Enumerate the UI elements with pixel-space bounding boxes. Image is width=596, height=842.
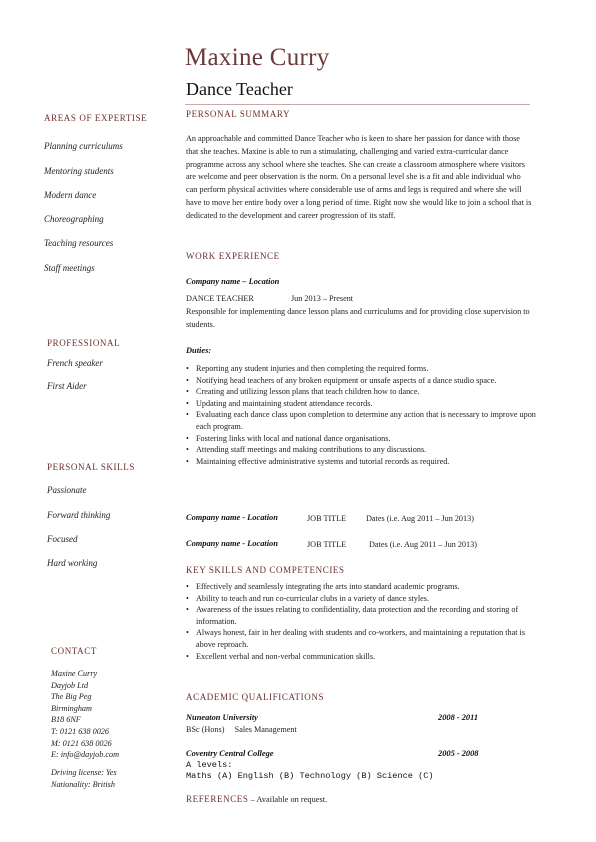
header-divider bbox=[185, 104, 530, 105]
company-location: Company name - Location bbox=[186, 539, 278, 548]
expertise-item: Choreographing bbox=[44, 214, 104, 224]
key-skill-item: • Excellent verbal and non-verbal communication skills. bbox=[186, 651, 536, 663]
duty-item: • Notifying head teachers of any broken equipment or unsafe aspects of a dance studio space. bbox=[186, 375, 536, 387]
contact-name: Maxine Curry bbox=[51, 669, 98, 678]
expertise-item: Staff meetings bbox=[44, 263, 95, 273]
duty-item: • Evaluating each dance class upon completion to determine any action that is necessary to improve upon each program. bbox=[186, 409, 536, 432]
professional-item: First Aider bbox=[47, 381, 87, 391]
duty-item: • Fostering links with local and national dance organisations. bbox=[186, 433, 536, 445]
contact-mobile: M: 0121 638 0026 bbox=[51, 738, 112, 748]
personal-skill-item: Forward thinking bbox=[47, 510, 111, 520]
driving-license: Driving license: Yes bbox=[51, 768, 117, 777]
contact-company: Dayjob Ltd bbox=[51, 680, 89, 690]
university-degree: BSc (Hons) Sales Management bbox=[186, 725, 297, 734]
job-description: Responsible for implementing dance lesson plans and curriculums and for providing close supervision to students. bbox=[186, 307, 530, 329]
personal-skill-item: Focused bbox=[47, 534, 78, 544]
duty-item: • Updating and maintaining student attendance records. bbox=[186, 398, 536, 410]
professional-item: French speaker bbox=[47, 358, 103, 368]
job-dates: Dates (i.e. Aug 2011 – Jun 2013) bbox=[369, 540, 477, 549]
personal-skills-heading: PERSONAL SKILLS bbox=[47, 462, 135, 472]
job-role-title: Dance Teacher bbox=[186, 79, 293, 99]
contact-postcode: B18 6NF bbox=[51, 715, 81, 725]
contact-email: E: info@dayjob.com bbox=[51, 750, 120, 760]
academic-heading: ACADEMIC QUALIFICATIONS bbox=[186, 692, 325, 702]
references-text: – Available on request. bbox=[248, 795, 328, 804]
contact-telephone: T: 0121 638 0026 bbox=[51, 726, 109, 736]
professional-heading: PROFESSIONAL bbox=[47, 338, 121, 348]
key-skills-heading: KEY SKILLS AND COMPETENCIES bbox=[186, 565, 345, 575]
personal-skill-item: Passionate bbox=[47, 485, 87, 495]
key-skill-item: • Always honest, fair in her dealing with students and co-workers, and maintaining a reputation that is above reproach. bbox=[186, 627, 536, 650]
contact-block bbox=[51, 668, 119, 761]
university-dates: 2008 - 2011 bbox=[438, 713, 479, 722]
job-title: DANCE TEACHER bbox=[186, 294, 254, 303]
work-heading: WORK EXPERIENCE bbox=[186, 251, 280, 261]
duty-item: • Reporting any student injuries and then completing the required forms. bbox=[186, 363, 536, 375]
key-skill-item: • Effectively and seamlessly integrating the arts into standard academic programs. bbox=[186, 581, 536, 593]
expertise-heading: AREAS OF EXPERTISE bbox=[44, 113, 148, 123]
references-heading: REFERENCES bbox=[186, 794, 249, 804]
a-levels-label: A levels: bbox=[186, 760, 233, 770]
references-line bbox=[186, 794, 327, 804]
company-location: Company name - Location bbox=[186, 513, 278, 522]
college-dates: 2005 - 2008 bbox=[438, 749, 479, 758]
job-dates: Jun 2013 – Present bbox=[291, 294, 354, 303]
expertise-item: Modern dance bbox=[44, 190, 97, 200]
college-name: Coventry Central College bbox=[186, 749, 274, 758]
expertise-item: Teaching resources bbox=[44, 238, 114, 248]
a-levels-results: Maths (A) English (B) Technology (B) Science (C) bbox=[186, 771, 434, 781]
job-title: JOB TITLE bbox=[307, 514, 347, 523]
contact-heading: CONTACT bbox=[51, 646, 97, 656]
nationality: Nationality: British bbox=[51, 780, 115, 789]
summary-heading: PERSONAL SUMMARY bbox=[186, 109, 291, 119]
key-skill-item: • Ability to teach and run co-curricular clubs in a variety of dance styles. bbox=[186, 593, 536, 605]
candidate-name: Maxine Curry bbox=[185, 44, 330, 71]
duties-list bbox=[186, 363, 536, 467]
job-title: JOB TITLE bbox=[307, 540, 347, 549]
contact-city: Birmingham bbox=[51, 703, 92, 713]
university-name: Nuneaton University bbox=[186, 713, 258, 722]
personal-skill-item: Hard working bbox=[47, 558, 98, 568]
key-skills-list bbox=[186, 581, 536, 662]
expertise-item: Planning curriculums bbox=[44, 141, 123, 151]
duty-item: • Attending staff meetings and making contributions to any discussions. bbox=[186, 444, 536, 456]
summary-text: An approachable and committed Dance Teacher who is keen to share her passion for dance with those that she teaches. Maxine is able to run a stimulating, challenging and varied extra-curricular dance programme across any school where she teaches. She can create a classroom atmosphere where visitors are welcome and peer observation is the norm. On a personal level she is a fit and able individual who can perform physical activities where considerable use of arms and legs is required and where she will have to move her entire body over a long period of time. Right now she would like to join a school that is dedicated to the development and career progression of its staff. bbox=[186, 134, 532, 220]
company-location: Company name – Location bbox=[186, 277, 280, 286]
duties-heading: Duties: bbox=[186, 346, 212, 355]
key-skill-item: • Awareness of the issues relating to confidentiality, data protection and the recording and storing of information. bbox=[186, 604, 536, 627]
duty-item: • Creating and utilizing lesson plans that teach children how to dance. bbox=[186, 386, 536, 398]
job-dates: Dates (i.e. Aug 2011 – Jun 2013) bbox=[366, 514, 474, 523]
expertise-item: Mentoring students bbox=[44, 166, 114, 176]
duty-item: • Maintaining effective administrative systems and tutorial records as required. bbox=[186, 456, 536, 468]
contact-address-line: The Big Peg bbox=[51, 692, 92, 702]
